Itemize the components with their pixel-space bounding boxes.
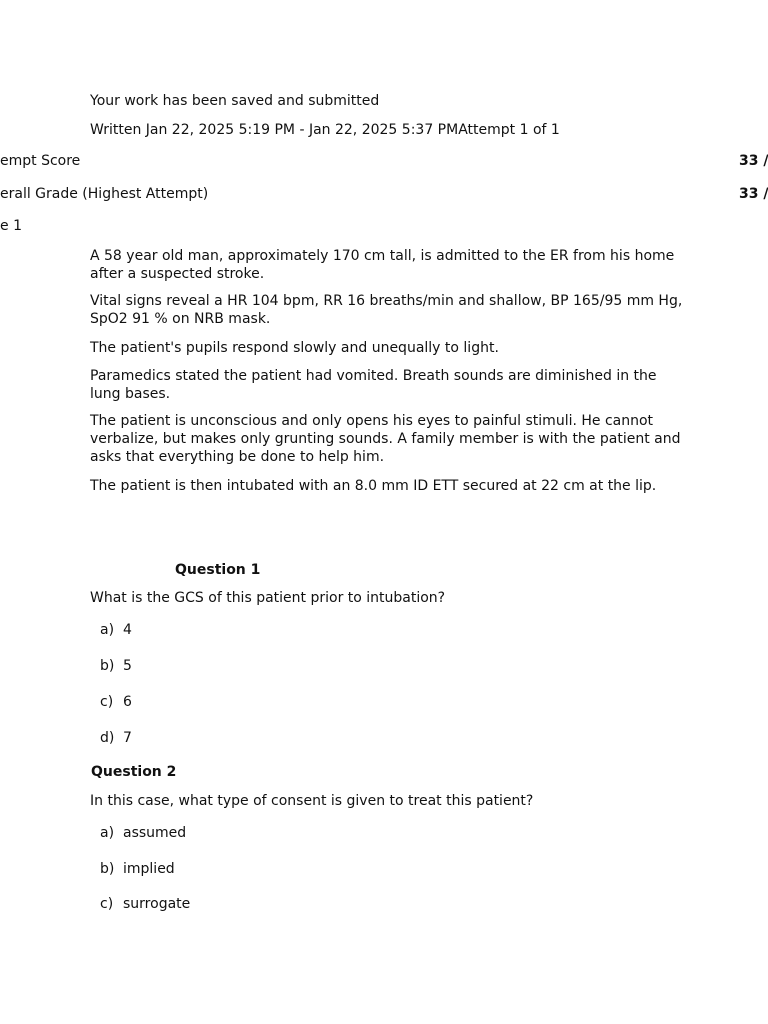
case-paragraph: Paramedics stated the patient had vomited. Breath sounds are diminished in the lung bases. bbox=[90, 368, 657, 402]
option-text: implied bbox=[123, 861, 175, 877]
option-letter: c) bbox=[100, 896, 114, 912]
case-paragraph: The patient's pupils respond slowly and unequally to light. bbox=[90, 340, 499, 356]
question-1-option-c[interactable] bbox=[100, 694, 132, 710]
option-text: 5 bbox=[123, 658, 132, 674]
case-paragraph: A 58 year old man, approximately 170 cm tall, is admitted to the ER from his home after a suspected stroke. bbox=[90, 248, 675, 282]
overall-grade-label: erall Grade (Highest Attempt) bbox=[0, 186, 209, 202]
question-1-title: Question 1 bbox=[175, 562, 261, 578]
option-letter: c) bbox=[100, 694, 114, 710]
option-text: assumed bbox=[123, 825, 187, 841]
question-1-option-b[interactable] bbox=[100, 658, 132, 674]
question-2-option-a[interactable] bbox=[100, 825, 186, 841]
attempt-score-value: 33 / bbox=[739, 153, 768, 169]
question-2-option-c[interactable] bbox=[100, 896, 190, 912]
overall-grade-value: 33 / bbox=[739, 186, 768, 202]
option-letter: d) bbox=[100, 730, 115, 746]
case-paragraph: Vital signs reveal a HR 104 bpm, RR 16 breaths/min and shallow, BP 165/95 mm Hg, SpO2 91 % on NRB mask. bbox=[90, 293, 683, 327]
option-text: 4 bbox=[123, 622, 132, 638]
option-letter: a) bbox=[100, 825, 115, 841]
question-2-option-b[interactable] bbox=[100, 861, 175, 877]
question-1-option-a[interactable] bbox=[100, 622, 132, 638]
question-2-title: Question 2 bbox=[91, 764, 177, 780]
case-paragraph: The patient is unconscious and only opens his eyes to painful stimuli. He cannot verbalize, but makes only grunting sounds. A family member is with the patient and asks that everything be done to help him. bbox=[90, 413, 681, 465]
question-1-option-d[interactable] bbox=[100, 730, 132, 746]
question-2-prompt: In this case, what type of consent is given to treat this patient? bbox=[90, 793, 534, 809]
option-text: 6 bbox=[123, 694, 132, 710]
case-paragraph: The patient is then intubated with an 8.0 mm ID ETT secured at 22 cm at the lip. bbox=[90, 478, 657, 494]
option-text: surrogate bbox=[123, 896, 191, 912]
option-letter: a) bbox=[100, 622, 115, 638]
attempt-written-info: Written Jan 22, 2025 5:19 PM - Jan 22, 2025 5:37 PMAttempt 1 of 1 bbox=[90, 122, 560, 138]
question-1-prompt: What is the GCS of this patient prior to intubation? bbox=[90, 590, 446, 606]
saved-message: Your work has been saved and submitted bbox=[90, 93, 380, 109]
option-letter: b) bbox=[100, 658, 115, 674]
section-label: e 1 bbox=[0, 218, 22, 234]
option-text: 7 bbox=[123, 730, 132, 746]
option-letter: b) bbox=[100, 861, 115, 877]
attempt-score-label: empt Score bbox=[0, 153, 81, 169]
